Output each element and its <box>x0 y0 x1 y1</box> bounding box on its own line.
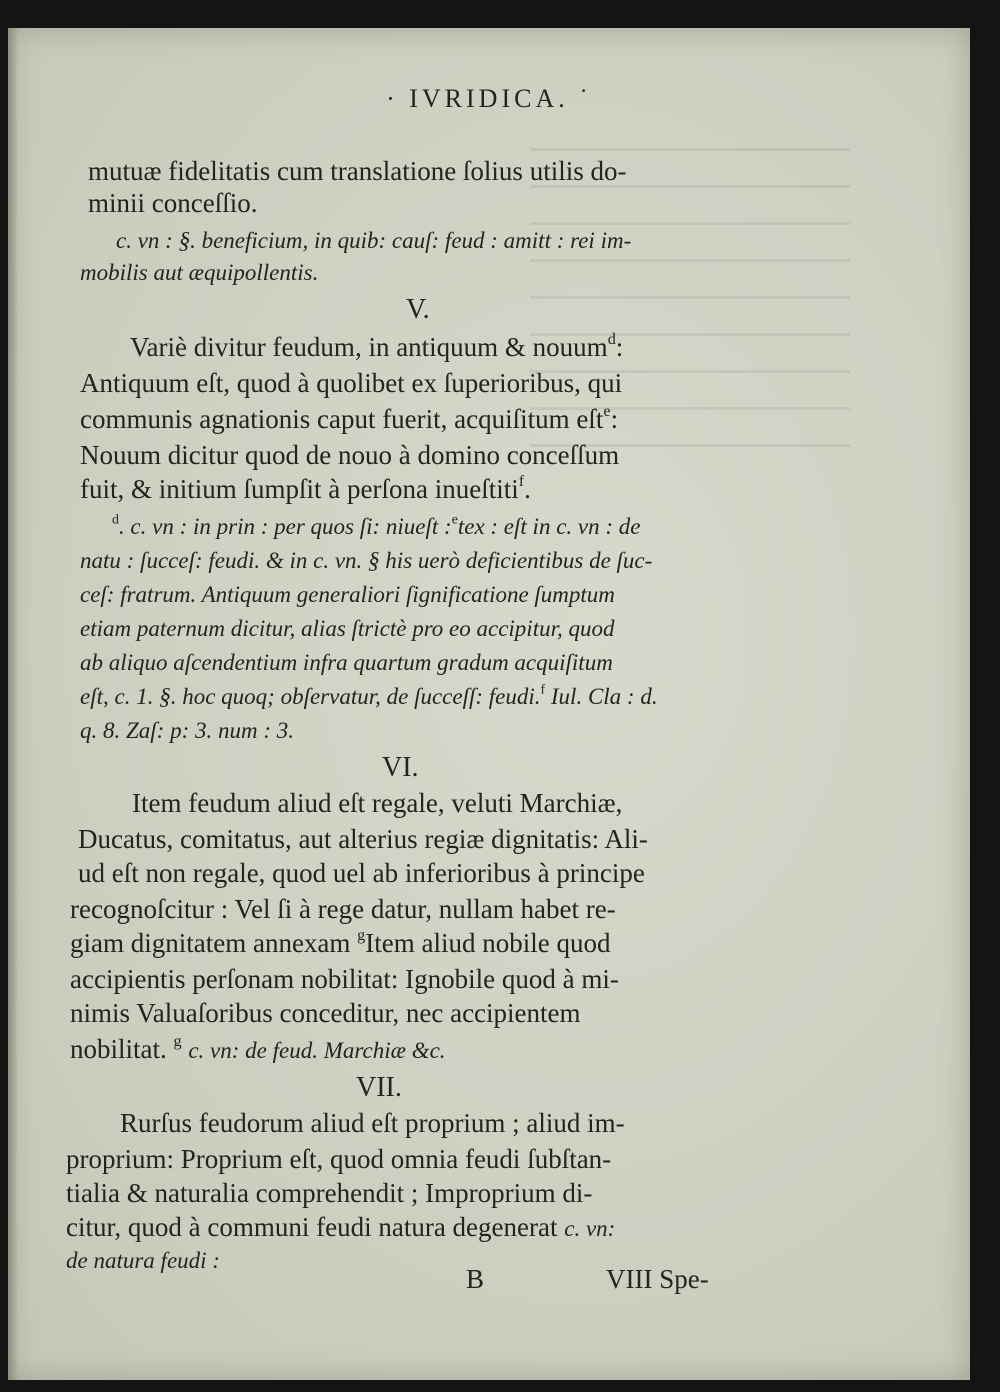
text-span: giam dignitatem annexam <box>70 928 351 958</box>
text-line <box>130 329 624 363</box>
marginal-note: ceſ: fratrum. Antiquum generaliori ſignificatione ſumptum <box>80 582 615 607</box>
text-span: . <box>524 474 531 504</box>
catchword: VIII Spe- <box>606 1264 709 1294</box>
text-line <box>70 925 611 959</box>
text-line: tialia & naturalia comprehendit ; Improprium di- <box>66 1178 593 1208</box>
text-line: accipientis perſonam nobilitat: Ignobile quod à mi- <box>70 964 619 994</box>
marginal-note: ab aliquo aſcendentium infra quartum gradum acquiſitum <box>80 650 613 675</box>
signature-mark: B <box>466 1264 485 1294</box>
inline-citation: c. vn: de feud. Marchiæ &c. <box>188 1038 446 1063</box>
marginal-note <box>80 681 658 710</box>
page-gutter-shadow <box>8 28 18 1380</box>
text-line: mutuæ fidelitatis cum translatione ſolius utilis do- <box>88 156 627 186</box>
text-line: recognoſcitur : Vel ſi à rege datur, nullam habet re- <box>70 894 616 924</box>
text-span: Variè divitur feudum, in antiquum & nouum <box>130 332 608 362</box>
text-span: eſt, c. 1. §. hoc quoq; obſervatur, de ſucceſſ: feudi. <box>80 684 541 709</box>
running-title: · IVRIDICA. ˙ <box>386 84 592 113</box>
text-line: minii conceſſio. <box>88 188 258 218</box>
text-span: Item aliud nobile quod <box>365 928 611 958</box>
inline-citation: c. vn: <box>564 1216 616 1241</box>
footnote-ref: g <box>357 925 366 944</box>
footnote-ref: d <box>607 329 616 348</box>
text-line: nimis Valuaſoribus conceditur, nec accipientem <box>70 998 581 1028</box>
text-span: : <box>615 332 624 362</box>
text-span: nobilitat. <box>70 1034 167 1064</box>
text-span: Iul. Cla : d. <box>550 684 658 709</box>
footnote-ref: f <box>518 471 525 490</box>
text-line: proprium: Proprium eſt, quod omnia feudi ſubſtan- <box>66 1144 612 1174</box>
footnote-ref: e <box>451 511 458 527</box>
text-line: Item feudum aliud eſt regale, veluti Marchiæ, <box>132 788 623 818</box>
text-line <box>80 471 531 505</box>
text-span: fuit, & initium ſumpſit à perſona inueſtiti <box>80 474 519 504</box>
marginal-note: mobilis aut æquipollentis. <box>80 260 319 285</box>
footnote-ref: f <box>540 681 546 697</box>
marginal-note: etiam paternum dicitur, alias ſtrictè pro eo accipitur, quod <box>80 616 615 641</box>
text-line: Rurſus feudorum aliud eſt proprium ; aliud im- <box>120 1108 625 1138</box>
text-span: communis agnationis caput fuerit, acquiſitum eſt <box>80 404 604 434</box>
bleed-through-text <box>530 148 850 448</box>
text-line: Nouum dicitur quod de nouo à domino conceſſum <box>80 440 620 470</box>
section-number: VII. <box>356 1072 402 1103</box>
marginal-note: c. vn : §. beneficium, in quib: cauſ: feud : amitt : rei im- <box>116 228 632 253</box>
text-line: Antiquum eſt, quod à quolibet ex ſuperioribus, qui <box>80 368 623 398</box>
text-span: tex : eſt in c. vn : de <box>457 514 641 539</box>
text-span: . c. vn : in prin : per quos ſi: niueſt : <box>118 514 452 539</box>
footnote-ref: e <box>603 401 611 420</box>
marginal-note: q. 8. Zaſ: p: 3. num : 3. <box>80 718 295 743</box>
marginal-note <box>112 511 641 540</box>
book-page <box>8 28 970 1380</box>
text-line <box>66 1212 615 1243</box>
footnote-ref: d <box>112 511 119 527</box>
text-line: ud eſt non regale, quod uel ab inferioribus à principe <box>78 858 645 888</box>
text-span: citur, quod à communi feudi natura degenerat <box>66 1212 558 1242</box>
section-number: V. <box>406 294 430 325</box>
text-line: Ducatus, comitatus, aut alterius regiæ dignitatis: Ali- <box>78 824 648 854</box>
marginal-note: natu : ſucceſ: feudi. & in c. vn. § his uerò deficientibus de ſuc- <box>80 548 653 573</box>
text-span: : <box>610 404 619 434</box>
footnote-ref: g <box>173 1031 182 1050</box>
text-line <box>80 401 619 435</box>
section-number: VI. <box>382 752 419 783</box>
inline-citation: de natura feudi : <box>66 1248 220 1273</box>
text-line <box>70 1031 446 1065</box>
